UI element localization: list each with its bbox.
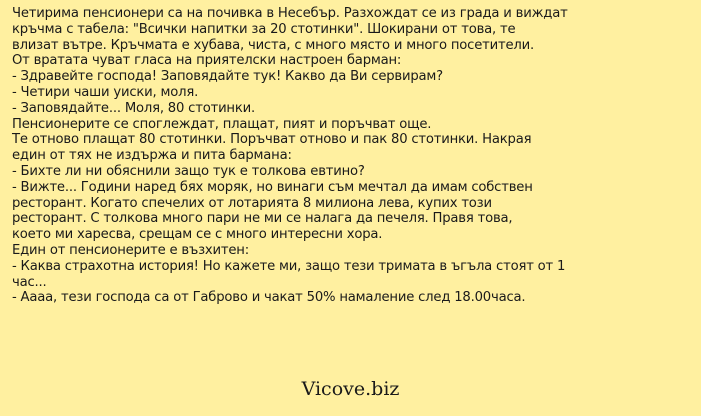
joke-line: Един от пенсионерите е възхитен: <box>12 242 249 258</box>
joke-line: Те отново плащат 80 стотинки. Поръчват отново и пак 80 стотинки. Накрая <box>12 132 532 148</box>
joke-line: - Вижте... Години наред бях моряк, но винаги съм мечтал да имам собствен <box>12 179 533 195</box>
joke-line: което ми харесва, срещам се с много интересни хора. <box>12 227 383 243</box>
joke-line: Пенсионерите се споглеждат, плащат, пият и поръчват още. <box>12 116 432 132</box>
joke-line: един от тях не издържа и пита бармана: <box>12 148 292 164</box>
joke-line: - Здравейте господа! Заповядайте тук! Какво да Ви сервирам? <box>12 69 443 85</box>
joke-line: - Заповядайте... Моля, 80 стотинки. <box>12 100 255 116</box>
joke-line: Четирима пенсионери са на почивка в Несебър. Разхождат се из града и виждат <box>12 6 568 21</box>
joke-line: кръчма с табела: "Всички напитки за 20 стотинки". Шокирани от това, те <box>12 21 516 37</box>
joke-line: - Аааа, тези господа са от Габрово и чакат 50% намаление след 18.00часа. <box>12 290 526 306</box>
joke-line: час... <box>12 274 47 290</box>
joke-line: - Бихте ли ни обяснили защо тук е толкова евтино? <box>12 163 365 179</box>
joke-line: - Четири чаши уиски, моля. <box>12 84 199 100</box>
joke-line: От вратата чуват гласа на приятелски настроен барман: <box>12 53 402 69</box>
joke-line: ресторант. Когато спечелих от лотарията 8 милиона лева, купих този <box>12 195 492 211</box>
joke-line: влизат вътре. Кръчмата е хубава, чиста, с много място и много посетители. <box>12 37 534 53</box>
joke-text <box>12 6 692 306</box>
site-watermark: Vicove.biz <box>301 378 400 400</box>
joke-line: ресторант. С толкова много пари не ми се налага да печеля. Правя това, <box>12 211 513 227</box>
joke-line: - Каква страхотна история! Но кажете ми, защо тези тримата в ъгъла стоят от 1 <box>12 258 566 274</box>
